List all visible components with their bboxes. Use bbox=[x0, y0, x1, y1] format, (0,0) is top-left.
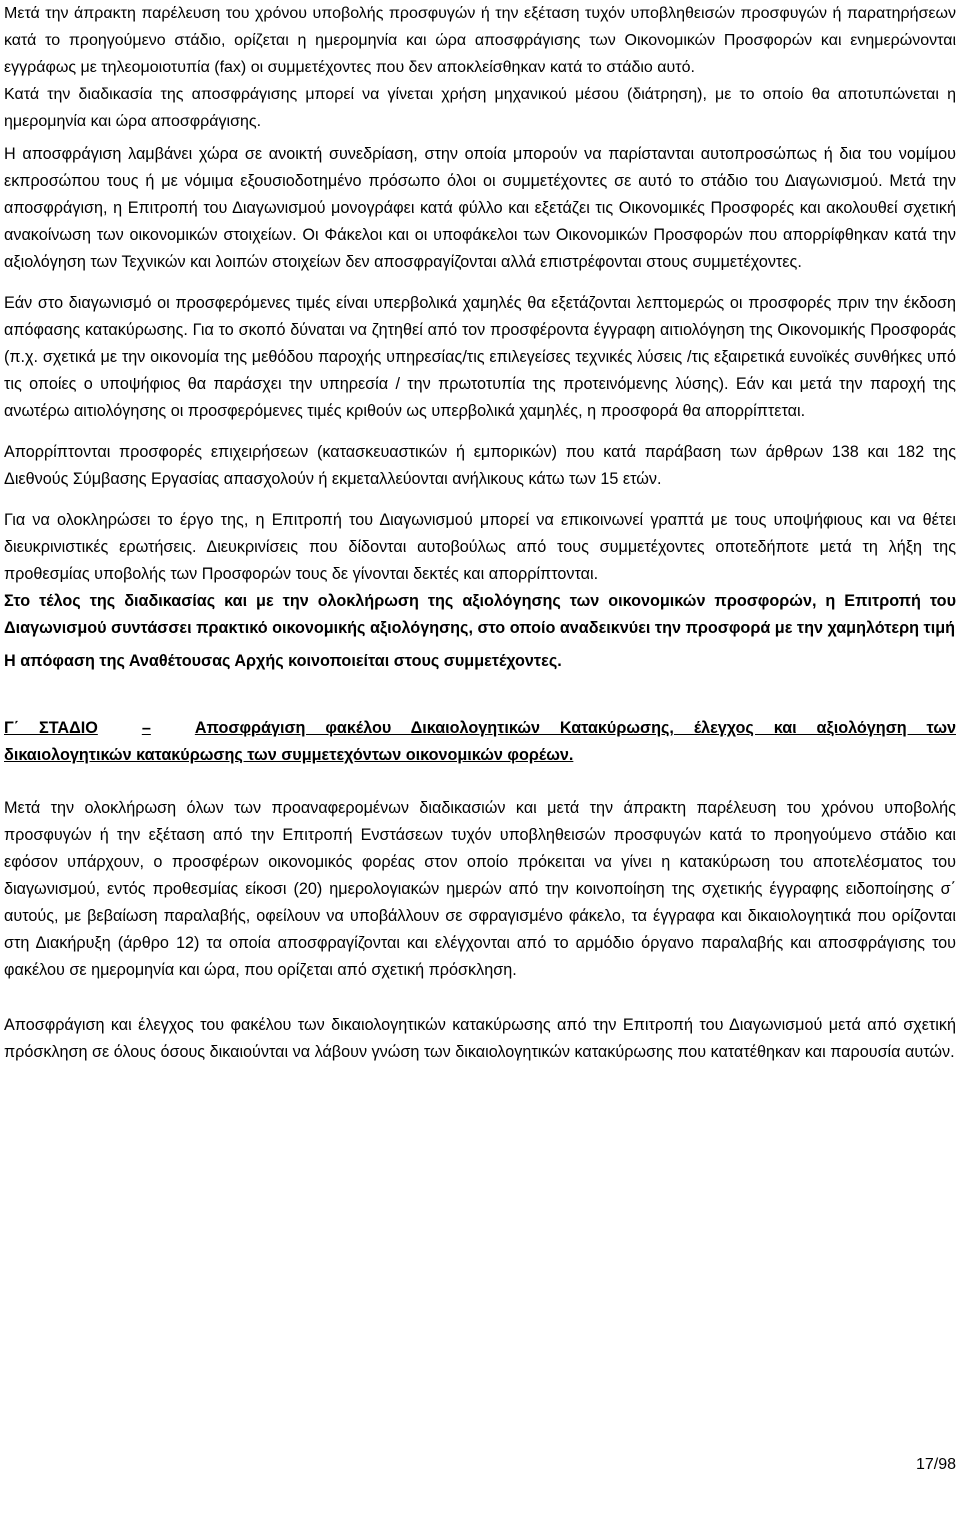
paragraph-clarifications: Για να ολοκληρώσει το έργο της, η Επιτροπή του Διαγωνισμού μπορεί να επικοινωνεί γραπτά με τους υποψήφιους και να θέτει διευκρινιστικές ερωτήσεις. Διευκρινίσεις που δίδονται αυτοβούλως από τους συμμετέχοντες οποτεδήποτε μετά τη λήξη της προθεσμίας υποβολής των Προσφορών τους δε γίνονται δεκτές και απορρίπτονται. bbox=[4, 511, 956, 583]
paragraph-low-prices: Εάν στο διαγωνισμό οι προσφερόμενες τιμές είναι υπερβολικά χαμηλές θα εξετάζονται λεπτομερώς οι προσφορές πριν την έκδοση απόφασης κατακύρωσης. Για το σκοπό δύναται να ζητηθεί από τον προσφέροντα έγγραφη αιτιολόγηση της Οικονομικής Προσφοράς (π.χ. σχετικά με την οικονομία της μεθόδου παροχής υπηρεσίας/τις επιλεγείσες τεχνικές λύσεις /τις εξαιρετικά ευνοϊκές συνθήκες υπό τις οποίες ο υποψήφιος θα παράσχει την υπηρεσία / την πρωτοτυπία της προτεινόμενης λύσης). Εάν και μετά την παροχή της ανωτέρω αιτιολόγησης οι προσφερόμενες τιμές κριθούν ως υπερβολικά χαμηλές, η προσφορά θα απορρίπτεται. bbox=[4, 294, 956, 420]
paragraph-submission-deadline: Μετά την άπρακτη παρέλευση του χρόνου υποβολής προσφυγών ή την εξέταση τυχόν υποβληθεισών προσφυγών ή παρατηρήσεων κατά το προηγούμενο στάδιο, ορίζεται η ημερομηνία και ώρα αποσφράγισης των Οικονομικών Προσφορών και ενημερώνονται εγγράφως με τηλεομοιοτυπία (fax) οι συμμετέχοντες που δεν αποκλείσθηκαν κατά το στάδιο αυτό. bbox=[4, 5, 956, 76]
section-title: Αποσφράγιση φακέλου Δικαιολογητικών Κατακύρωσης, έλεγχος και αξιολόγηση των δικαιολογητικών κατακύρωσης των συμμετεχόντων οικονομικών φορέων. bbox=[4, 719, 956, 764]
paragraph-open-session: Η αποσφράγιση λαμβάνει χώρα σε ανοικτή συνεδρίαση, στην οποία μπορούν να παρίστανται αυτοπροσώπως ή δια του νομίμου εκπροσώπου τους ή με νόμιμα εξουσιοδοτημένο πρόσωπο όλοι οι συμμετέχοντες σε αυτό το στάδιο του Διαγωνισμού. Μετά την αποσφράγιση, η Επιτροπή του Διαγωνισμού μονογράφει κατά φύλλο και εξετάζει τις Οικονομικές Προσφορές και ακολουθεί σχετική ανακοίνωση των οικονομικών στοιχείων. Οι Φάκελοι και οι υποφάκελοι των Οικονομικών Προσφορών που απορρίφθηκαν κατά την αξιολόγηση των Τεχνικών και λοιπών στοιχείων δεν αποσφραγίζονται αλλά επιστρέφονται στους συμμετέχοντες. bbox=[4, 145, 956, 271]
paragraph-child-labour: Απορρίπτονται προσφορές επιχειρήσεων (κατασκευαστικών ή εμπορικών) που κατά παράβαση των άρθρων 138 και 182 της Διεθνούς Σύμβασης Εργασίας απασχολούν ή εκμεταλλεύονται ανήλικους κάτω των 15 ετών. bbox=[4, 443, 956, 488]
section-label: Γ΄ ΣΤΑΔΙΟ bbox=[4, 719, 98, 737]
paragraph-decision-notice: Η απόφαση της Αναθέτουσας Αρχής κοινοποιείται στους συμμετέχοντες. bbox=[4, 652, 562, 670]
section-dash: – bbox=[141, 719, 151, 737]
section-heading bbox=[4, 715, 956, 769]
paragraph-evaluation-report: Στο τέλος της διαδικασίας και με την ολοκλήρωση της αξιολόγησης των οικονομικών προσφορών, η Επιτροπή του Διαγωνισμού συντάσσει πρακτικό οικονομικής αξιολόγησης, στο οποίο αναδεικνύει την προσφορά με την χαμηλότερη τιμή bbox=[4, 592, 956, 637]
page-number: 17/98 bbox=[915, 1456, 956, 1473]
paragraph-perforation: Κατά την διαδικασία της αποσφράγισης μπορεί να γίνεται χρήση μηχανικού μέσου (διάτρηση), με το οποίο θα αποτυπώνεται η ημερομηνία και ώρα αποσφράγισης. bbox=[4, 86, 956, 130]
paragraph-award-documents: Μετά την ολοκλήρωση όλων των προαναφερομένων διαδικασιών και μετά την άπρακτη παρέλευση του χρόνου υποβολής προσφυγών ή την εξέταση από την Επιτροπή Ενστάσεων τυχόν υποβληθεισών προσφυγών κατά το προηγούμενο στάδιο και εφόσον υπάρχουν, ο προσφέρων οικονομικός φορέας στον οποίο πρόκειται να γίνει η κατακύρωση του αποτελέσματος του διαγωνισμού, εντός προθεσμίας είκοσι (20) ημερολογιακών ημερών από την κοινοποίηση της σχετικής έγγραφης ειδοποίησης σ΄ αυτούς, με βεβαίωση παραλαβής, οφείλουν να υποβάλλουν σε σφραγισμένο φάκελο, τα έγγραφα και δικαιολογητικά που ορίζονται στη Διακήρυξη (άρθρο 12) τα οποία αποσφραγίζονται και ελέγχονται από το αρμόδιο όργανο παραλαβής και αποσφράγισης του φακέλου σε ημερομηνία και ώρα, που ορίζεται από σχετική πρόσκληση. bbox=[4, 799, 956, 979]
paragraph-award-opening: Αποσφράγιση και έλεγχος του φακέλου των δικαιολογητικών κατακύρωσης από την Επιτροπή του Διαγωνισμού μετά από σχετική πρόσκληση σε όλους όσους δικαιούνται να λάβουν γνώση των δικαιολογητικών κατακύρωσης που κατατέθηκαν και παρουσία αυτών. bbox=[4, 1016, 956, 1061]
